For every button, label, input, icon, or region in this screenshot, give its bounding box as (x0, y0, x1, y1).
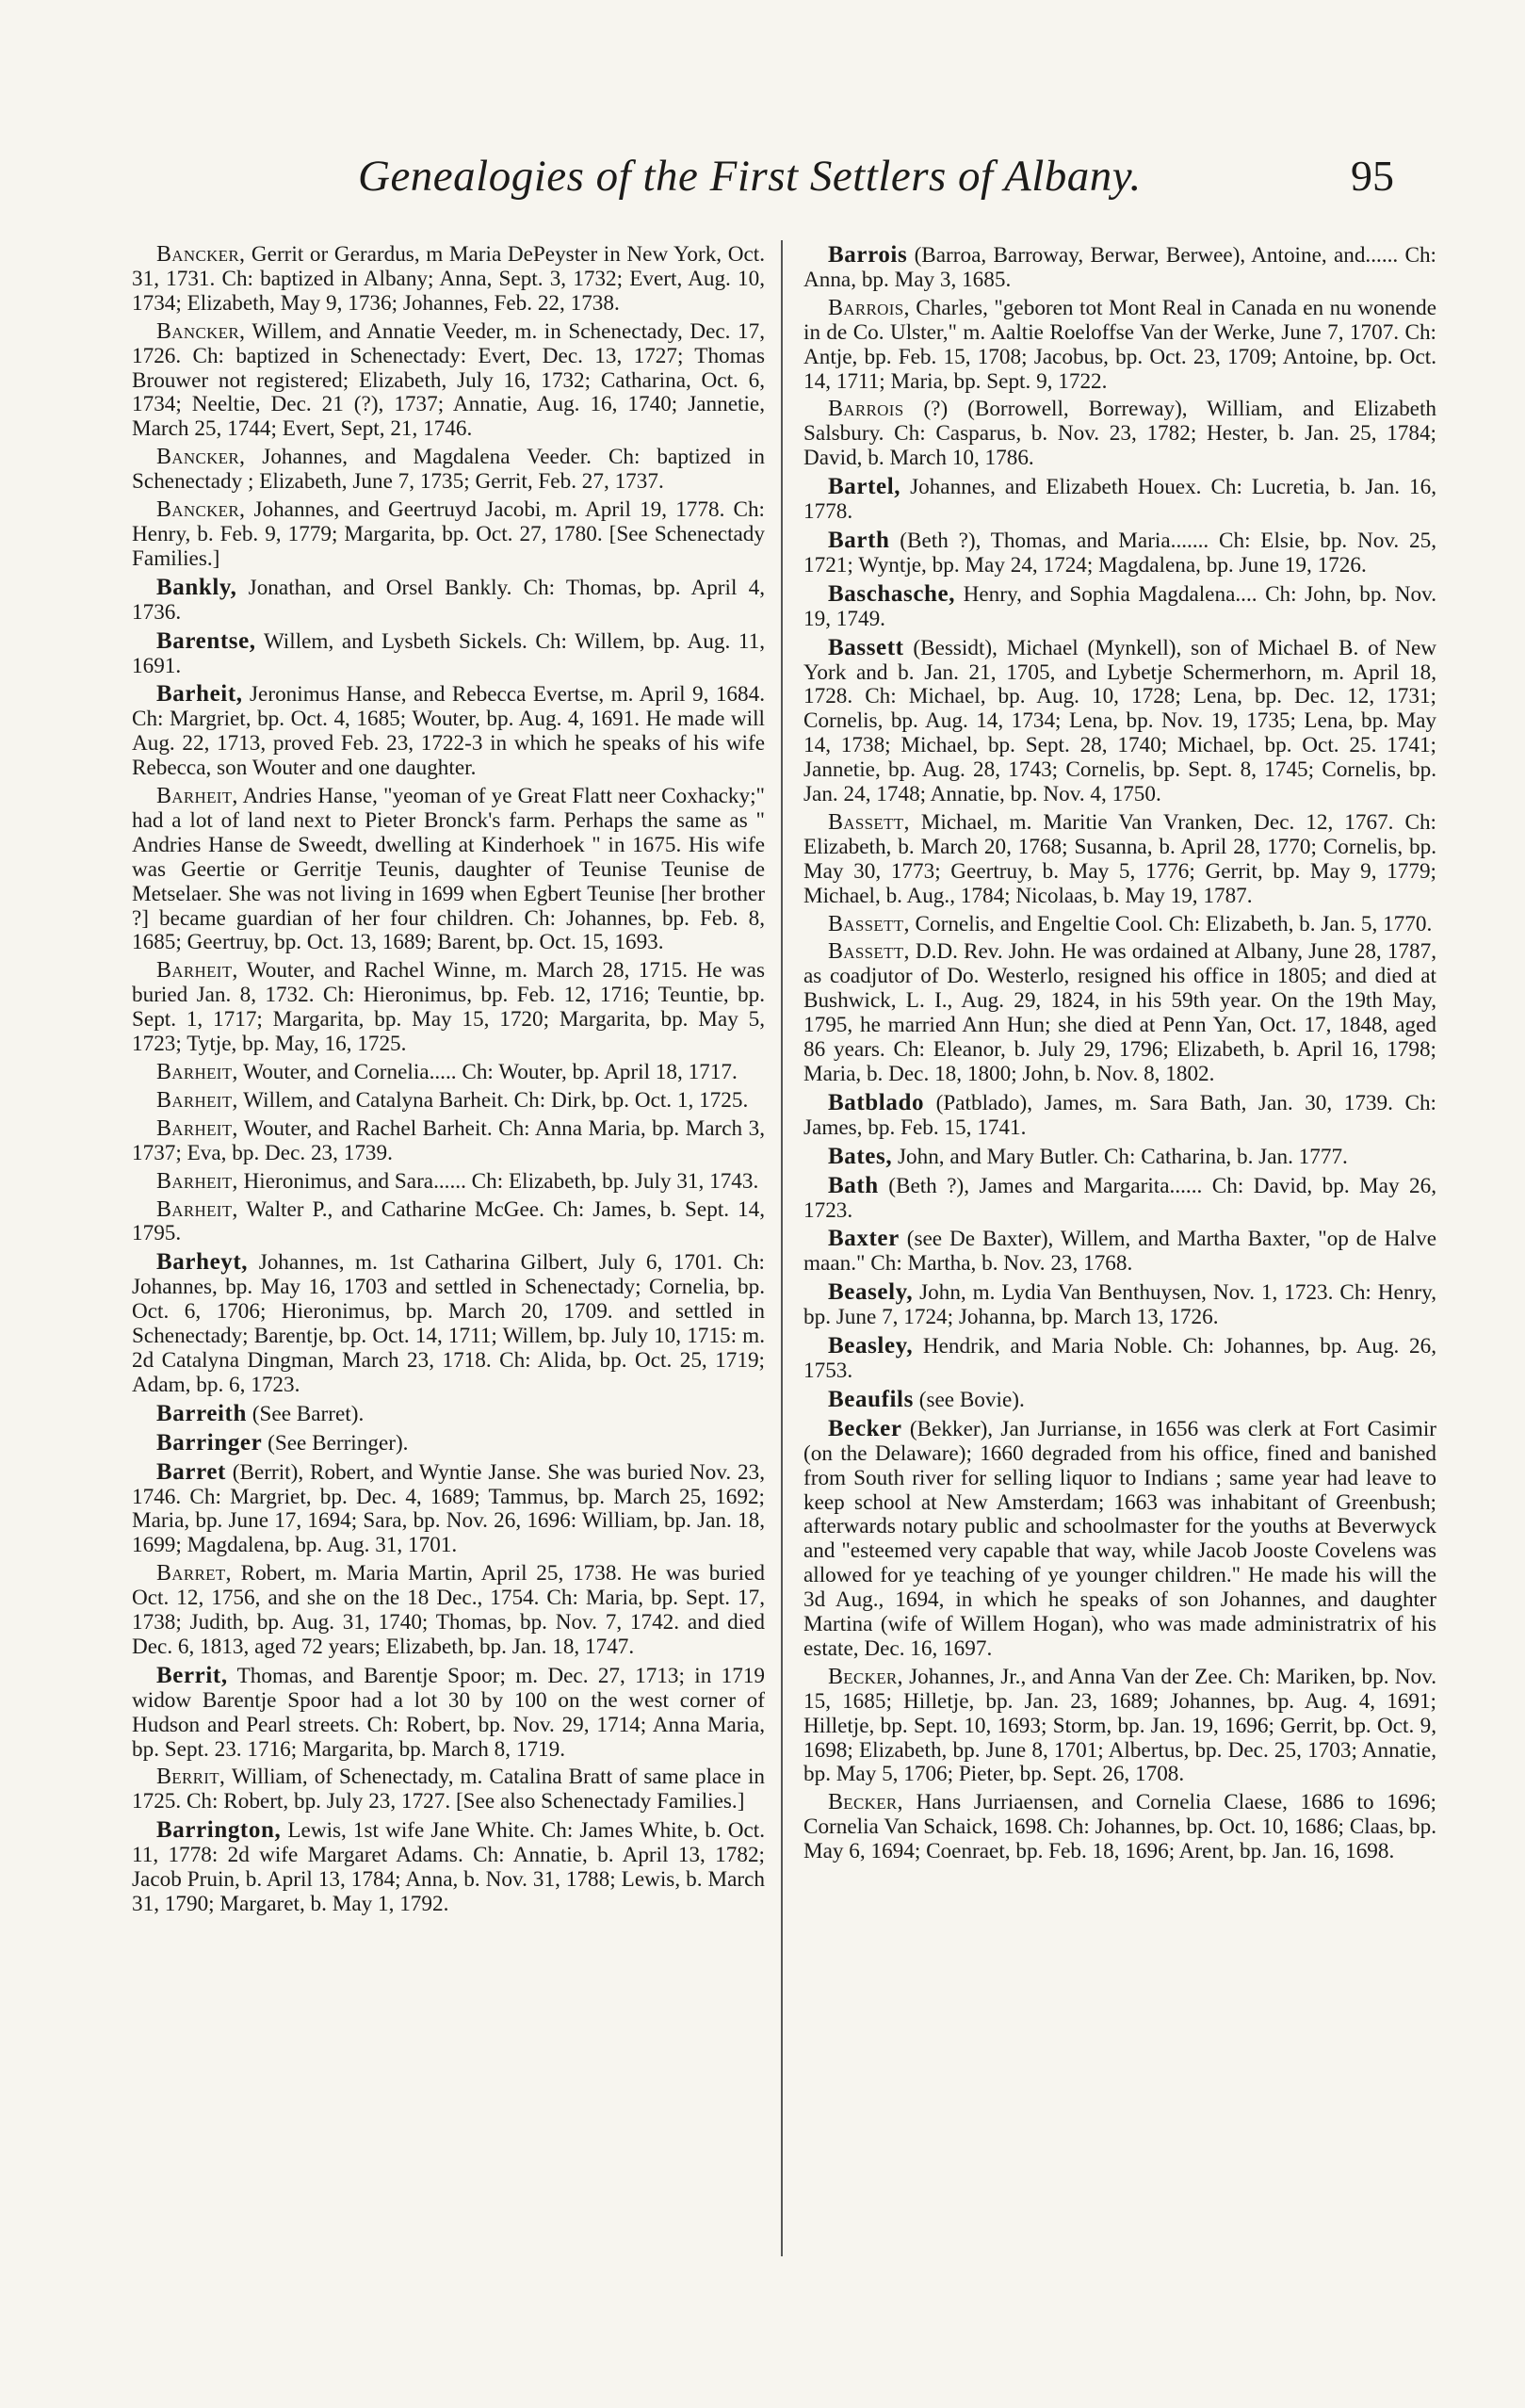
column-divider (781, 240, 783, 2256)
entry-text: Wouter, and Rachel Winne, m. March 28, 1715. He was buried Jan. 8, 1732. Ch: Hieronimus, bp. Feb. 12, 1716; Teuntie, bp. Sept. 1, 1717; Margarita, bp. May 15, 1720; Margarita, bp. May 5, 1723; Tytje, bp. May, 16, 1725. (132, 958, 765, 1057)
genealogy-entry (132, 1460, 765, 1559)
genealogy-entry (132, 446, 765, 495)
entry-text: (Berrit), Robert, and Wyntie Janse. She was buried Nov. 23, 1746. Ch: Margriet, bp. Dec. 4, 1689; Tammus, bp. March 25, 1692; Maria, bp. June 17, 1694; Sara, bp. Nov. 26, 1696: William, bp. Jan. 18, 1699; Magdalena, bp. Aug. 31, 1701. (132, 1459, 765, 1558)
entry-headword: Barret, (156, 1561, 232, 1586)
entry-text: Willem, and Catalyna Barheit. Ch: Dirk, bp. Oct. 1, 1725. (237, 1087, 749, 1113)
genealogy-entry (803, 1334, 1436, 1384)
running-head (358, 151, 1394, 217)
entry-headword: Beasley, (828, 1333, 914, 1359)
entry-text: Michael, m. Maritie Van Vranken, Dec. 12, 1767. Ch: Elizabeth, b. March 20, 1768; Susanna, b. April 28, 1770; Cornelis, bp. May 30, 1773; Geertruy, b. May 5, 1776; Gerrit, bp. May 9, 1779; Michael, b. Aug., 1784; Nicolaas, b. May 19, 1787. (803, 809, 1436, 908)
genealogy-entry (132, 1765, 765, 1814)
entry-headword: Barheit, (156, 784, 238, 809)
genealogy-entry (132, 629, 765, 679)
entry-headword: Bancker, (156, 242, 246, 267)
genealogy-entry (132, 1198, 765, 1247)
genealogy-entry (132, 1562, 765, 1660)
entry-text: Jonathan, and Orsel Bankly. Ch: Thomas, bp. April 4, 1736. (132, 575, 765, 625)
entry-headword: Barheit, (156, 1060, 238, 1084)
genealogy-entry (803, 529, 1436, 578)
genealogy-entry (803, 1091, 1436, 1141)
entry-headword: Barrois, (828, 295, 910, 320)
entry-text: Jeronimus Hanse, and Rebecca Evertse, m. April 9, 1684. Ch: Margriet, bp. Oct. 4, 1685; Wouter, bp. Aug. 4, 1691. He made will Aug. 22, 1713, proved Feb. 23, 1722-3 in which he speaks of his wife Rebecca, son Wouter and one daughter. (132, 682, 765, 781)
genealogy-entry (132, 1664, 765, 1763)
entry-text: Willem, and Annatie Veeder, m. in Schenectady, Dec. 17, 1726. Ch: baptized in Schenectady: Evert, Dec. 13, 1727; Thomas Brouwer not registered; Elizabeth, July 16, 1732; Catharina, Oct. 6, 1734; Neeltie, Dec. 21 (?), 1737; Annatie, Aug. 16, 1740; Jannetie, March 25, 1744; Evert, Sept, 21, 1746. (132, 318, 765, 442)
entry-headword: Barrington, (156, 1817, 282, 1844)
entry-headword: Barret (156, 1458, 226, 1485)
genealogy-entry (803, 1280, 1436, 1330)
entry-headword: Bassett, (828, 911, 910, 936)
entry-text: (Barroa, Barroway, Berwar, Berwee), Antoine, and...... Ch: Anna, bp. May 3, 1685. (803, 243, 1436, 292)
entry-headword: Becker, (828, 1790, 903, 1815)
entry-headword: Bancker, (156, 497, 246, 523)
entry-headword: Beasely, (828, 1279, 914, 1306)
entry-headword: Barth (828, 527, 890, 553)
entry-text: (see De Baxter), Willem, and Martha Baxter, "op de Halve maan." Ch: Martha, b. Nov. 23, 1768. (803, 1227, 1436, 1277)
entry-text: (Beth ?), James and Margarita...... Ch: David, bp. May 26, 1723. (803, 1173, 1436, 1223)
entry-text: (Bekker), Jan Jurrianse, in 1656 was clerk at Fort Casimir (on the Delaware); 1660 degraded from his office, fined and banished from South river for selling liquor to Indians ; same year had leave to keep school at New Amsterdam; 1663 was inhabitant of Greenbush; afterwards notary public and schoolmaster for the youths at Beverwyck and "esteemed very capable that way, while Jacob Jooste Covelens was allowed for ye teaching of ye younger children." He made his will the 3d Aug., 1694, in which he speaks of son Johannes, and daughter Martina (wife of Willem Hogan), who was made administratrix of his estate, Dec. 16, 1697. (803, 1416, 1436, 1661)
entry-text: Johannes, m. 1st Catharina Gilbert, July 6, 1701. Ch: Johannes, bp. May 16, 1703 and settled in Schenectady; Cornelia, bp. Oct. 6, 1706; Hieronimus, bp. March 20, 1709. and settled in Schenectady; Barentje, bp. Oct. 14, 1711; Willem, bp. July 10, 1715: m. 2d Catalyna Dingman, March 23, 1718. Ch: Alida, bp. Oct. 25, 1719; Adam, bp. 6, 1723. (132, 1250, 765, 1397)
entry-headword: Becker (828, 1415, 902, 1441)
entry-headword: Barringer (156, 1429, 263, 1456)
genealogy-entry (132, 320, 765, 443)
left-column (132, 243, 765, 1921)
entry-text: Wouter, and Cornelia..... Ch: Wouter, bp. April 18, 1717. (237, 1060, 738, 1084)
entry-text: Gerrit or Gerardus, m Maria DePeyster in New York, Oct. 31, 1731. Ch: baptized in Albany; Anna, Sept. 3, 1732; Evert, Aug. 10, 1734; Elizabeth, May 9, 1736; Johannes, Feb. 22, 1738. (132, 242, 765, 316)
genealogy-entry (803, 1227, 1436, 1277)
entry-text: Johannes, and Magdalena Veeder. Ch: baptized in Schenectady ; Elizabeth, June 7, 1735; Gerrit, Feb. 27, 1737. (132, 445, 765, 495)
entry-headword: Bassett, (828, 939, 910, 965)
entry-headword: Barheit, (156, 1168, 238, 1194)
running-title: Genealogies of the First Settlers of Albany. (358, 152, 1142, 201)
entry-headword: Bancker, (156, 318, 246, 344)
entry-headword: Becker, (828, 1664, 903, 1689)
entry-text: John, m. Lydia Van Benthuysen, Nov. 1, 1723. Ch: Henry, bp. June 7, 1724; Johanna, bp. March 13, 1726. (803, 1280, 1436, 1330)
genealogy-entry (803, 1417, 1436, 1662)
genealogy-entry (132, 1818, 765, 1917)
genealogy-entry (803, 398, 1436, 471)
entry-headword: Barheyt, (156, 1249, 249, 1276)
genealogy-entry (132, 682, 765, 781)
entry-text: Charles, "geboren tot Mont Real in Canada en nu wonende in de Co. Ulster," m. Aaltie Roeloffse Van der Werke, June 7, 1707. Ch: Antje, bp. Feb. 15, 1708; Jacobus, bp. Oct. 23, 1709; Antoine, bp. Oct. 14, 1711; Maria, bp. Sept. 9, 1722. (803, 295, 1436, 394)
entry-text: Andries Hanse, "yeoman of ye Great Flatt neer Coxhacky;" had a lot of land next to Pieter Bronck's farm. Perhaps the same as " Andries Hanse de Sweedt, dwelling at Kinderhoek " in 1675. His wife was Geertie or Gerritje Teunis, daughter of Teunise Teunise de Metselaer. She was not living in 1699 when Egbert Teunise [her brother ?] became guardian of her four children. Ch: Johannes, bp. Feb. 8, 1685; Geertruy, bp. Oct. 13, 1689; Barent, bp. Oct. 15, 1693. (132, 784, 765, 955)
genealogy-entry (803, 1388, 1436, 1413)
entry-headword: Beaufils (828, 1386, 914, 1412)
entry-text: William, of Schenectady, m. Catalina Bratt of same place in 1725. Ch: Robert, bp. July 23, 1727. [See also Schenectady Families.] (132, 1765, 765, 1814)
entry-text: Johannes, Jr., and Anna Van der Zee. Ch: Mariken, bp. Nov. 15, 1685; Hilletje, bp. Jan. 23, 1689; Johannes, bp. Aug. 4, 1691; Hilletje, bp. Sept. 10, 1693; Storm, bp. Jan. 19, 1696; Gerrit, bp. Oct. 9, 1698; Elizabeth, bp. June 8, 1701; Albertus, bp. Dec. 25, 1703; Annatie, bp. May 5, 1706; Pieter, bp. Sept. 26, 1708. (803, 1664, 1436, 1787)
entry-text: (?) (Borrowell, Borreway), William, and Elizabeth Salsbury. Ch: Casparus, b. Nov. 23, 1782; Hester, b. Jan. 25, 1784; David, b. March 10, 1786. (803, 397, 1436, 471)
entry-headword: Barheit, (156, 1115, 238, 1141)
entry-text: (see Bovie). (913, 1387, 1025, 1412)
entry-headword: Barentse, (156, 627, 256, 654)
genealogy-entry (132, 243, 765, 317)
entry-text: (See Barret). (247, 1401, 365, 1426)
entry-headword: Bassett, (828, 809, 910, 835)
genealogy-entry (132, 1061, 765, 1085)
entry-headword: Baschasche, (828, 580, 956, 607)
genealogy-entry (132, 1117, 765, 1166)
entry-text: Robert, m. Maria Martin, April 25, 1738. He was buried Oct. 12, 1756, and she on the 18 Dec., 1754. Ch: Maria, bp. Sept. 17, 1738; Judith, bp. Aug. 31, 1740; Thomas, bp. Nov. 7, 1742. and died Dec. 6, 1813, aged 72 years; Elizabeth, bp. Jan. 18, 1747. (132, 1561, 765, 1659)
entry-headword: Bartel, (828, 474, 901, 500)
entry-text: (See Berringer). (262, 1430, 409, 1456)
page-number: 95 (1351, 152, 1394, 200)
entry-text: Johannes, and Elizabeth Houex. Ch: Lucretia, b. Jan. 16, 1778. (803, 475, 1436, 525)
genealogy-entry (803, 940, 1436, 1086)
entry-text: (Patblado), James, m. Sara Bath, Jan. 30, 1739. Ch: James, bp. Feb. 15, 1741. (803, 1090, 1436, 1140)
entry-headword: Bassett (828, 634, 904, 660)
genealogy-entry (132, 1250, 765, 1397)
entry-text: (Beth ?), Thomas, and Maria....... Ch: Elsie, bp. Nov. 25, 1721; Wyntje, bp. May 24, 1724; Magdalena, bp. June 19, 1726. (803, 528, 1436, 578)
entry-headword: Barreith (156, 1400, 247, 1426)
entry-headword: Barrois (828, 242, 908, 268)
entry-headword: Bath (828, 1172, 879, 1198)
entry-headword: Berrit, (156, 1765, 226, 1790)
entry-text: Cornelis, and Engeltie Cool. Ch: Elizabeth, b. Jan. 5, 1770. (909, 911, 1433, 936)
genealogy-entry (132, 1402, 765, 1427)
entry-headword: Barheit, (156, 681, 243, 708)
entry-text: Henry, and Sophia Magdalena.... Ch: John, bp. Nov. 19, 1749. (803, 581, 1436, 631)
genealogy-entry (803, 582, 1436, 632)
genealogy-entry (132, 1431, 765, 1456)
entry-text: Walter P., and Catharine McGee. Ch: James, b. Sept. 14, 1795. (132, 1196, 765, 1246)
genealogy-entry (803, 297, 1436, 395)
entry-text: Hieronimus, and Sara...... Ch: Elizabeth, bp. July 31, 1743. (237, 1168, 759, 1194)
genealogy-entry (803, 1791, 1436, 1864)
genealogy-entry (132, 1170, 765, 1195)
entry-text: D.D. Rev. John. He was ordained at Albany, June 28, 1787, as coadjutor of Do. Westerlo, resigned his office in 1805; and died at Bushwick, L. I., Aug. 29, 1824, in his 59th year. On the 19th May, 1795, he married Ann Hun; she died at Penn Yan, Oct. 17, 1848, aged 86 years. Ch: Eleanor, b. July 29, 1796; Elizabeth, b. April 16, 1798; Maria, b. Dec. 18, 1800; John, b. Nov. 8, 1802. (803, 939, 1436, 1086)
entry-headword: Baxter (828, 1226, 900, 1252)
entry-text: Wouter, and Rachel Barheit. Ch: Anna Maria, bp. March 3, 1737; Eva, bp. Dec. 23, 1739. (132, 1115, 765, 1165)
genealogy-entry (803, 811, 1436, 909)
entry-text: Thomas, and Barentje Spoor; m. Dec. 27, 1713; in 1719 widow Barentje Spoor had a lot 30 by 100 on the west corner of Hudson and Pearl streets. Ch: Robert, bp. Nov. 29, 1714; Anna Maria, bp. Sept. 23. 1716; Margarita, bp. March 8, 1719. (132, 1663, 765, 1762)
entry-headword: Barheit, (156, 958, 238, 984)
entry-headword: Batblado (828, 1089, 925, 1115)
entry-headword: Bates, (828, 1143, 893, 1169)
genealogy-entry (132, 1089, 765, 1114)
right-column (803, 243, 1436, 1868)
entry-text: (Bessidt), Michael (Mynkell), son of Michael B. of New York and b. Jan. 21, 1705, and Lybetje Schermerhorn, m. April 18, 1728. Ch: Michael, bp. Aug. 10, 1728; Lena, bp. Dec. 12, 1731; Cornelis, bp. Aug. 14, 1734; Lena, bp. Nov. 19, 1735; Lena, bp. May 14, 1738; Michael, bp. Sept. 28, 1740; Michael, bp. Oct. 25. 1741; Jannetie, bp. Aug. 28, 1743; Cornelis, bp. Sept. 8, 1745; Cornelis, bp. Jan. 24, 1748; Annatie, bp. Nov. 4, 1750. (803, 635, 1436, 807)
entry-headword: Barheit, (156, 1087, 238, 1113)
entry-headword: Barrois (828, 397, 904, 422)
genealogy-entry (803, 913, 1436, 937)
entry-text: Willem, and Lysbeth Sickels. Ch: Willem, bp. Aug. 11, 1691. (132, 628, 765, 678)
genealogy-entry (132, 959, 765, 1057)
genealogy-entry (132, 498, 765, 572)
entry-text: Johannes, and Geertruyd Jacobi, m. April 19, 1778. Ch: Henry, b. Feb. 9, 1779; Margarita, bp. Oct. 27, 1780. [See Schenectady Families.] (132, 497, 765, 571)
entry-text: Hendrik, and Maria Noble. Ch: Johannes, bp. Aug. 26, 1753. (803, 1334, 1436, 1383)
entry-headword: Bancker, (156, 445, 246, 470)
entry-text: John, and Mary Butler. Ch: Catharina, b. Jan. 1777. (892, 1144, 1348, 1169)
genealogy-entry (803, 1666, 1436, 1788)
genealogy-entry (803, 636, 1436, 807)
entry-text: Lewis, 1st wife Jane White. Ch: James White, b. Oct. 11, 1778: 2d wife Margaret Adams. Ch: Annatie, b. April 13, 1782; Jacob Pruin, b. April 13, 1784; Anna, b. Nov. 31, 1788; Lewis, b. March 31, 1790; Margaret, b. May 1, 1792. (132, 1818, 765, 1916)
genealogy-entry (132, 576, 765, 626)
entry-text: Hans Jurriaensen, and Cornelia Claese, 1686 to 1696; Cornelia Van Schaick, 1698. Ch: Johannes, bp. Oct. 10, 1686; Claas, bp. May 6, 1694; Coenraet, bp. Feb. 18, 1696; Arent, bp. Jan. 16, 1698. (803, 1790, 1436, 1864)
genealogy-entry (132, 785, 765, 955)
genealogy-entry (803, 1145, 1436, 1170)
genealogy-entry (803, 475, 1436, 525)
entry-headword: Berrit, (156, 1662, 228, 1688)
genealogy-entry (803, 1174, 1436, 1224)
genealogy-entry (803, 243, 1436, 293)
entry-headword: Barheit, (156, 1196, 238, 1222)
entry-headword: Bankly, (156, 574, 237, 600)
